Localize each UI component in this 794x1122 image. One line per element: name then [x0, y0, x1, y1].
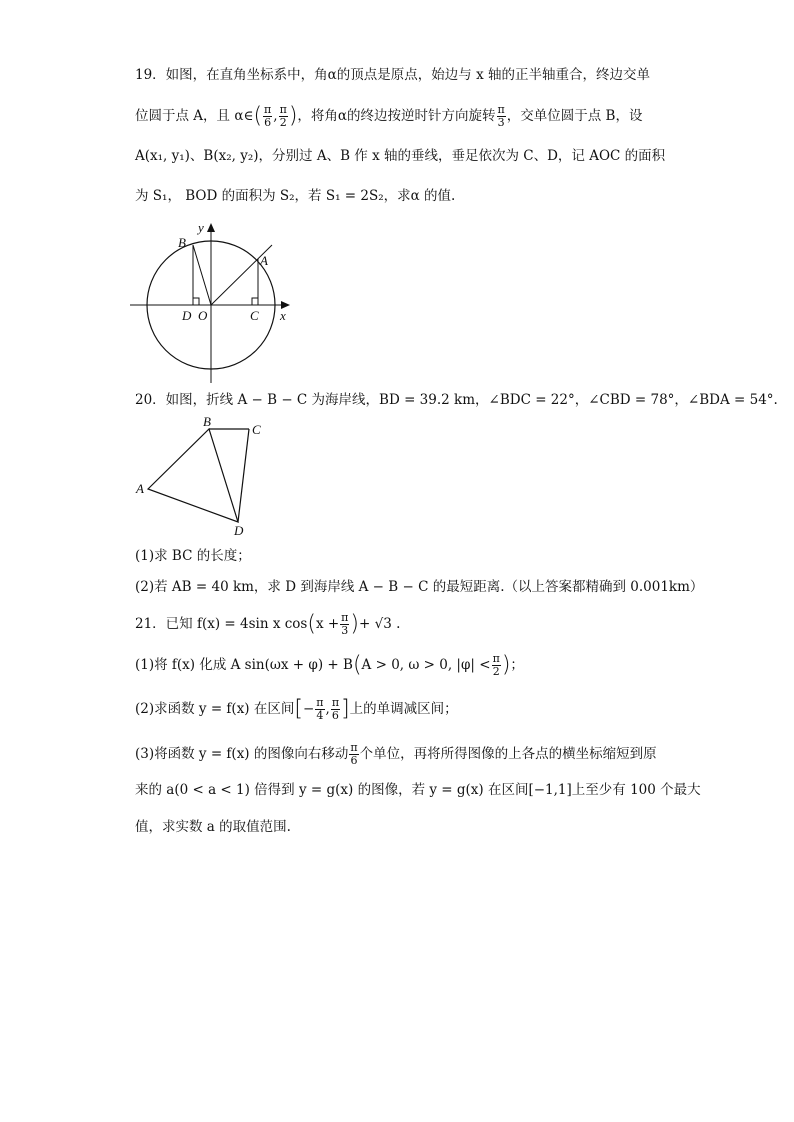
segment-CD [238, 429, 249, 522]
segment-OB [193, 245, 211, 305]
q21-l1b: x + [315, 616, 340, 632]
right-angle-D [193, 298, 199, 305]
q21-p1a: (1)将 f(x) 化成 A sin(ωx + φ) + B [135, 657, 353, 673]
q21-l1a: 21．已知 f(x) = 4sin x cos [135, 616, 308, 632]
q20-part-1: (1)求 BC 的长度； [135, 548, 251, 564]
y-axis-arrow-icon [207, 223, 215, 232]
right-angle-C [252, 298, 258, 305]
q21-part-1: (1)将 f(x) 化成 A sin(ωx + φ) + B(A > 0, ω > 0, |φ| < $\frac{\pi}{2}$ )； [135, 652, 524, 678]
frac-pi-6: $\frac{\pi}{6}$ [264, 103, 272, 129]
frac-pi-3: $\frac{\pi}{3}$ [497, 103, 505, 129]
q19-line-1: 19．如图，在直角坐标系中，角α的顶点是原点，始边与 x 轴的正半轴重合，终边交单 [135, 67, 650, 83]
q21-p2a: (2)求函数 y = f(x) 在区间 [135, 701, 295, 717]
q21-line-1: 21．已知 f(x) = 4sin x cos(x + $\frac{\pi}{3}$ )+ √3 . [135, 611, 401, 637]
q21-part-3 [135, 742, 657, 767]
q19-line-4: 为 S₁， BOD 的面积为 S₂，若 S₁ = 2S₂，求α 的值. [135, 188, 456, 204]
q21-p2c: 上的单调减区间； [349, 701, 458, 717]
frac-pi-6b: $\frac{\pi}{6}$ [331, 696, 340, 722]
label-x: x [280, 308, 286, 323]
q21-p1b: A > 0, ω > 0, |φ| < [361, 657, 491, 673]
triangle-ABD [148, 429, 238, 522]
frac-pi-4: $\frac{\pi}{4}$ [316, 696, 324, 722]
q19-line-2a: 位圆于点 A，且 α∈ [135, 108, 254, 124]
label-A2: A [136, 481, 144, 496]
q20-line-1: 20．如图，折线 A − B − C 为海岸线，BD = 39.2 km，∠BDC = 22°，∠CBD = 78°，∠BDA = 54°. [135, 392, 778, 408]
q21-part-3-line-2: 来的 a(0 < a < 1) 倍得到 y = g(x) 的图像，若 y = g(x) 在区间[−1,1]上至少有 100 个最大 [135, 782, 701, 798]
label-D: D [182, 308, 192, 323]
label-D2: D [234, 523, 244, 538]
q21-p3b: 个单位，再将所得图像的上各点的横坐标缩短到原 [359, 746, 657, 762]
label-A: A [260, 253, 268, 268]
q19-line-2c: ，交单位圆于点 B，设 [506, 108, 643, 124]
q19-line-2b: ，将角α的终边按逆时针方向旋转 [297, 108, 496, 124]
coastline-figure [133, 415, 273, 540]
label-y: y [198, 220, 204, 235]
label-C2: C [252, 422, 261, 437]
q19-line-2: 位圆于点 A，且 α∈( $\frac{\pi}{6}$ , $\frac{\pi}{2}$ )，将角α的终边按逆时针方向旋转 $\frac{\pi}{3}$ ，交单位圆于点 B，设 [135, 103, 643, 129]
q21-part-3-line-3: 值，求实数 a 的取值范围. [135, 819, 291, 835]
q21-p2b: − [302, 701, 315, 717]
q19-line-3: A(x₁, y₁)、B(x₂, y₂)，分别过 A、B 作 x 轴的垂线，垂足依次为 C、D，记 AOC 的面积 [135, 148, 666, 164]
frac-pi-2: $\frac{\pi}{2}$ [279, 103, 287, 129]
q20-part-2: (2)若 AB = 40 km，求 D 到海岸线 A − B − C 的最短距离.（以上答案都精确到 0.001km） [135, 579, 704, 595]
frac-pi-3b: $\frac{\pi}{3}$ [341, 611, 349, 637]
label-B: B [178, 235, 186, 250]
q21-p3a: (3)将函数 y = f(x) 的图像向右移动 [135, 746, 349, 762]
unit-circle-figure [130, 218, 300, 383]
frac-pi-6c: $\frac{\pi}{6}$ [350, 741, 358, 767]
label-C: C [250, 308, 259, 323]
q21-l1c: + √3 . [359, 616, 401, 632]
frac-pi-2b: $\frac{\pi}{2}$ [492, 652, 500, 678]
q21-part-2: (2)求函数 y = f(x) 在区间[− $\frac{\pi}{4}$ , $\frac{\pi}{6}$ ]上的单调减区间； [135, 696, 458, 722]
label-B2: B [203, 415, 211, 429]
q21-p1c: ； [510, 657, 524, 673]
label-O: O [198, 308, 208, 323]
